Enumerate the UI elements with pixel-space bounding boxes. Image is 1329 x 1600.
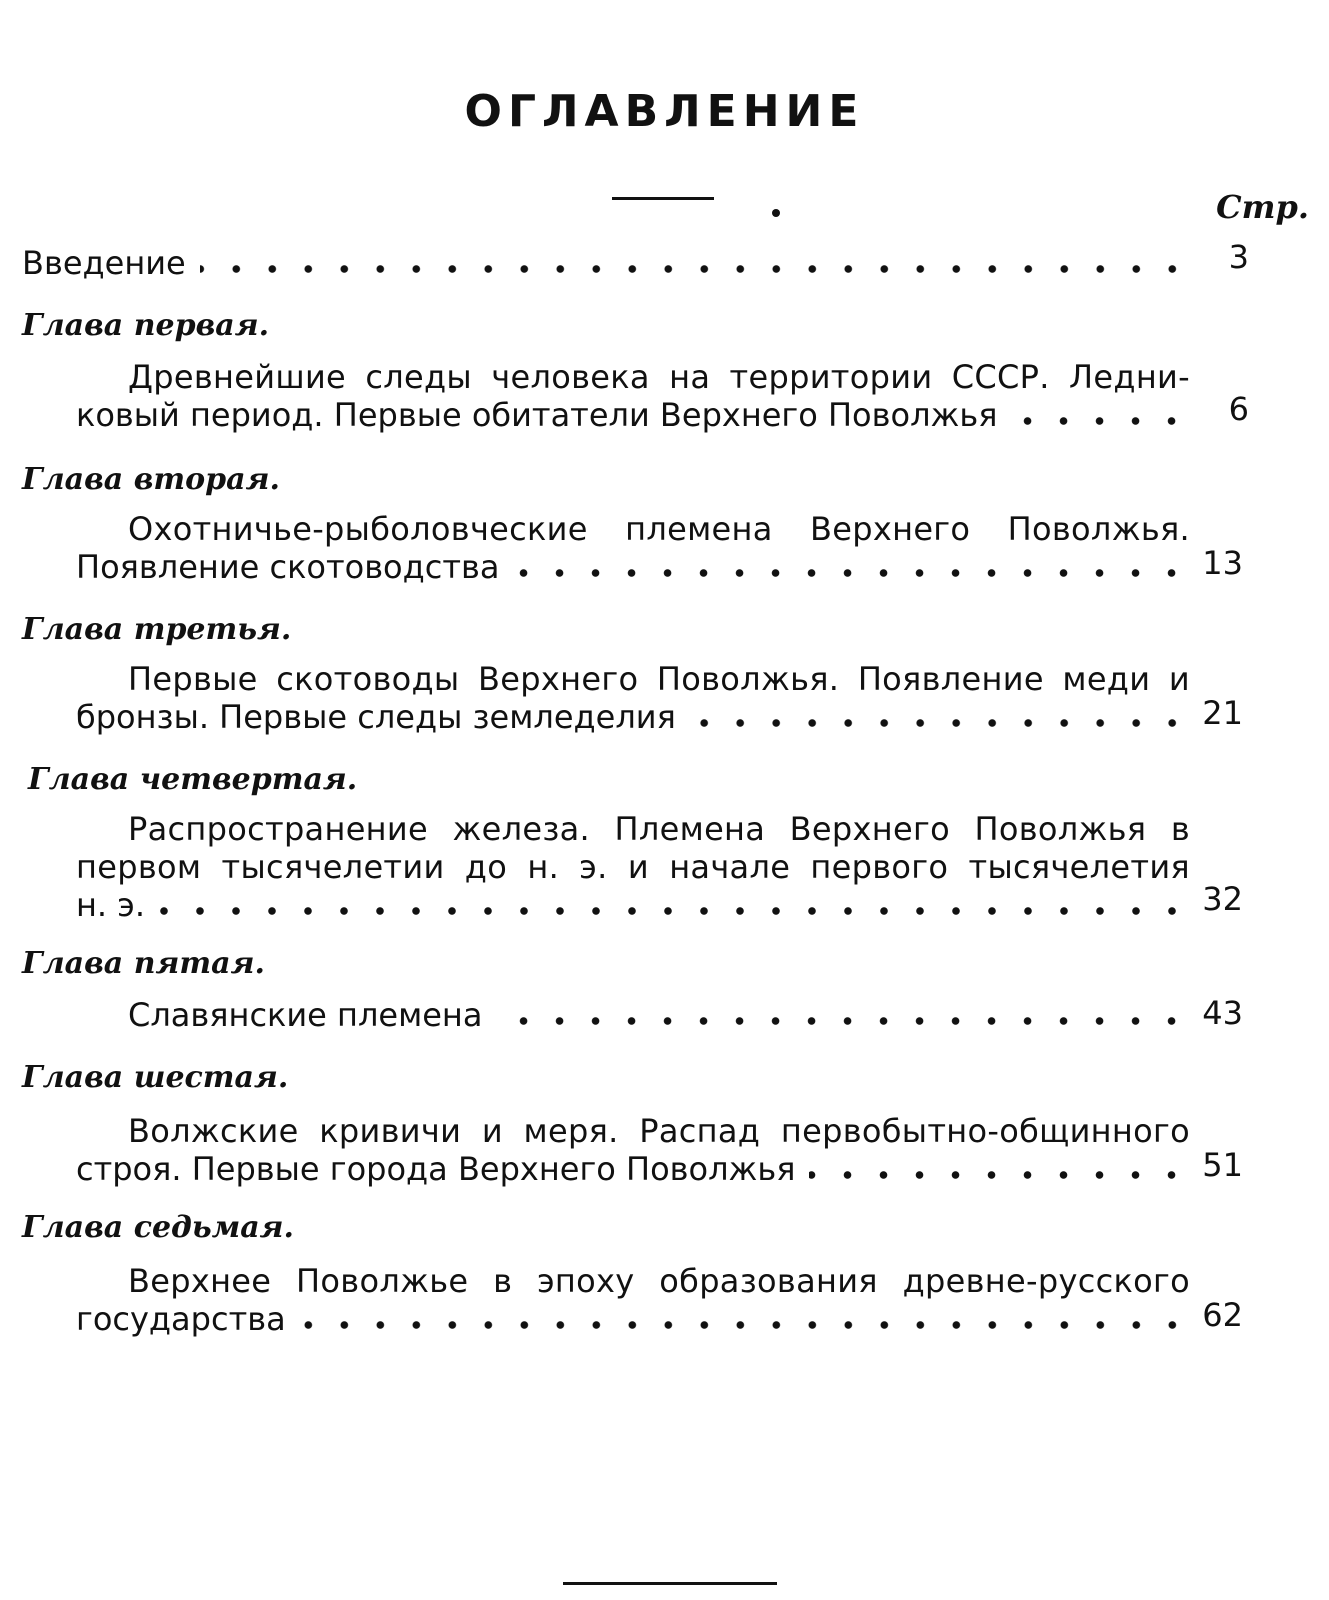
dot-leader	[1011, 416, 1190, 426]
toc-entry-line: строя. Первые города Верхнего Поволжья	[76, 1150, 796, 1188]
page-title: ОГЛАВЛЕНИЕ	[464, 86, 865, 137]
dot-leader	[496, 1016, 1190, 1026]
toc-entry-line: государства	[76, 1300, 286, 1338]
chapter-heading: Глава вторая.	[22, 462, 280, 497]
toc-entry-line: Славянские племена	[128, 996, 483, 1034]
chapter-heading: Глава пятая.	[22, 946, 265, 981]
page-number: 43	[1202, 994, 1243, 1032]
dot-leader	[300, 1320, 1190, 1330]
toc-entry-line: Охотничье-рыболовческие племена Верхнего Поволжья.	[128, 510, 1190, 548]
chapter-heading: Глава четвертая.	[28, 762, 358, 797]
toc-entry-chapter-3	[76, 660, 1190, 736]
chapter-heading: Глава седьмая.	[22, 1210, 294, 1245]
toc-entry-line: Верхнее Поволжье в эпоху образования древне-русского	[128, 1262, 1190, 1300]
toc-entry-chapter-4	[76, 810, 1190, 924]
toc-entry-text: Введение	[22, 244, 186, 282]
toc-entry-intro	[22, 244, 1190, 282]
toc-entry-chapter-2	[76, 510, 1190, 586]
toc-entry-line: первом тысячелетии до н. э. и начале первого тысячелетия	[76, 848, 1190, 886]
toc-entry-line: Появление скотоводства	[76, 548, 500, 586]
chapter-heading: Глава третья.	[22, 612, 292, 647]
page-column-header: Стр.	[1216, 188, 1309, 226]
chapter-heading: Глава первая.	[22, 308, 270, 343]
dot-leader	[690, 718, 1190, 728]
dot-leader	[200, 264, 1190, 274]
toc-entry-chapter-1	[76, 358, 1190, 434]
toc-entry-line: Древнейшие следы человека на территории СССР. Ледни-	[128, 358, 1190, 396]
page-number: 6	[1228, 390, 1249, 428]
page-number: 21	[1202, 694, 1243, 732]
page-number: 13	[1202, 544, 1243, 582]
toc-entry-chapter-6	[76, 1112, 1190, 1188]
bottom-divider	[563, 1582, 777, 1585]
dot-leader	[513, 568, 1190, 578]
toc-entry-chapter-5	[128, 996, 1190, 1034]
dot-leader	[159, 906, 1190, 916]
toc-entry-line: н. э.	[76, 886, 145, 924]
page-number: 62	[1202, 1296, 1243, 1334]
toc-entry-line: ковый период. Первые обитатели Верхнего Поволжья	[76, 396, 998, 434]
chapter-heading: Глава шестая.	[22, 1060, 289, 1095]
page-number: 32	[1202, 880, 1243, 918]
top-divider	[612, 197, 714, 200]
toc-entry-chapter-7	[76, 1262, 1190, 1338]
toc-entry-line: Первые скотоводы Верхнего Поволжья. Появление меди и	[128, 660, 1190, 698]
dot-leader	[809, 1170, 1190, 1180]
toc-entry-line: Распространение железа. Племена Верхнего Поволжья в	[128, 810, 1190, 848]
toc-entry-line: бронзы. Первые следы земледелия	[76, 698, 676, 736]
page-number: 51	[1202, 1146, 1243, 1184]
page-number: 3	[1228, 238, 1249, 276]
toc-entry-line: Волжские кривичи и меря. Распад первобытно-общинного	[128, 1112, 1190, 1150]
top-ornament-dot	[772, 209, 780, 217]
